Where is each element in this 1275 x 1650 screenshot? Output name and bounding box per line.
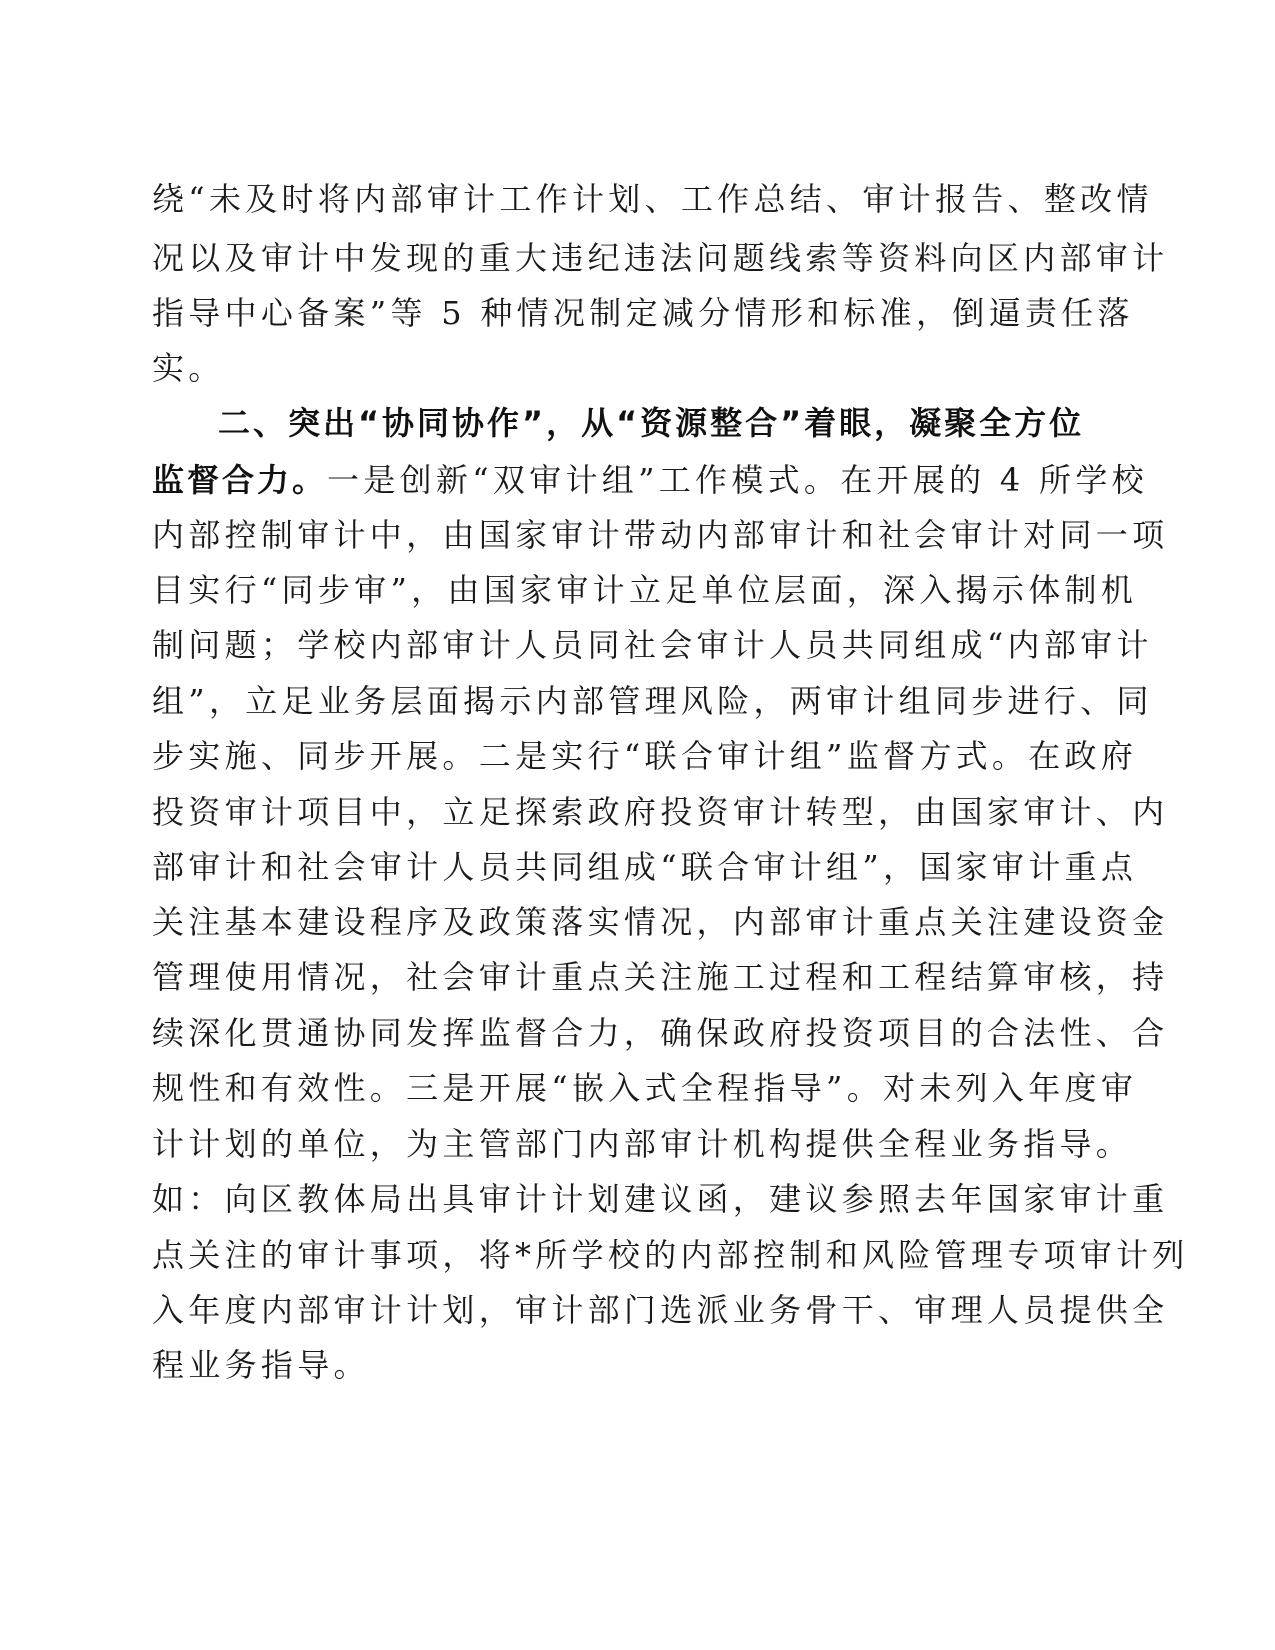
paragraph-line [152,451,1148,509]
paragraph-line: 续深化贯通协同发挥监督合力，确保政府投资项目的合法性、合 [152,1014,1169,1052]
paragraph-line: 入年度内部审计计划，审计部门选派业务骨干、审理人员提供全 [152,1291,1169,1329]
paragraph-line: 投资审计项目中，立足探索政府投资审计转型，由国家审计、内 [152,793,1169,831]
paragraph-line: 内部控制审计中，由国家审计带动内部审计和社会审计对同一项 [152,516,1169,554]
paragraph-line: 目实行“同步审”，由国家审计立足单位层面，深入揭示体制机 [152,571,1138,609]
paragraph-line: 制问题；学校内部审计人员同社会审计人员共同组成“内部审计 [152,626,1153,664]
paragraph-line: 实。 [152,349,225,387]
paragraph-line: 点关注的审计事项，将*所学校的内部控制和风险管理专项审计列 [152,1236,1189,1274]
section-heading-tail: 监督合力。 [152,461,328,499]
paragraph-line: 指导中心备案”等 5 种情况制定减分情形和标准，倒逼责任落 [152,294,1134,332]
paragraph-line: 计计划的单位，为主管部门内部审计机构提供全程业务指导。 [152,1125,1133,1163]
paragraph-line: 如：向区教体局出具审计计划建议函，建议参照去年国家审计重 [152,1180,1169,1218]
paragraph-line: 部审计和社会审计人员共同组成“联合审计组”，国家审计重点 [152,848,1138,886]
paragraph-text: 一是创新“双审计组”工作模式。在开展的 4 所学校 [327,461,1148,499]
paragraph-line: 步实施、同步开展。二是实行“联合审计组”监督方式。在政府 [152,737,1138,775]
paragraph-line: 组”，立足业务层面揭示内部管理风险，两审计组同步进行、同 [152,682,1153,720]
paragraph-line: 关注基本建设程序及政策落实情况，内部审计重点关注建设资金 [152,903,1169,941]
paragraph-line: 况以及审计中发现的重大违纪违法问题线索等资料向区内部审计 [152,239,1169,277]
paragraph-line: 规性和有效性。三是开展“嵌入式全程指导”。对未列入年度审 [152,1069,1138,1107]
section-heading: 二、突出“协同协作”，从“资源整合”着眼，凝聚全方位 [218,404,1085,442]
paragraph-line: 绕“未及时将内部审计工作计划、工作总结、审计报告、整改情 [152,180,1153,218]
paragraph-line: 管理使用情况，社会审计重点关注施工过程和工程结算审核，持 [152,958,1169,996]
paragraph-line: 程业务指导。 [152,1346,370,1384]
